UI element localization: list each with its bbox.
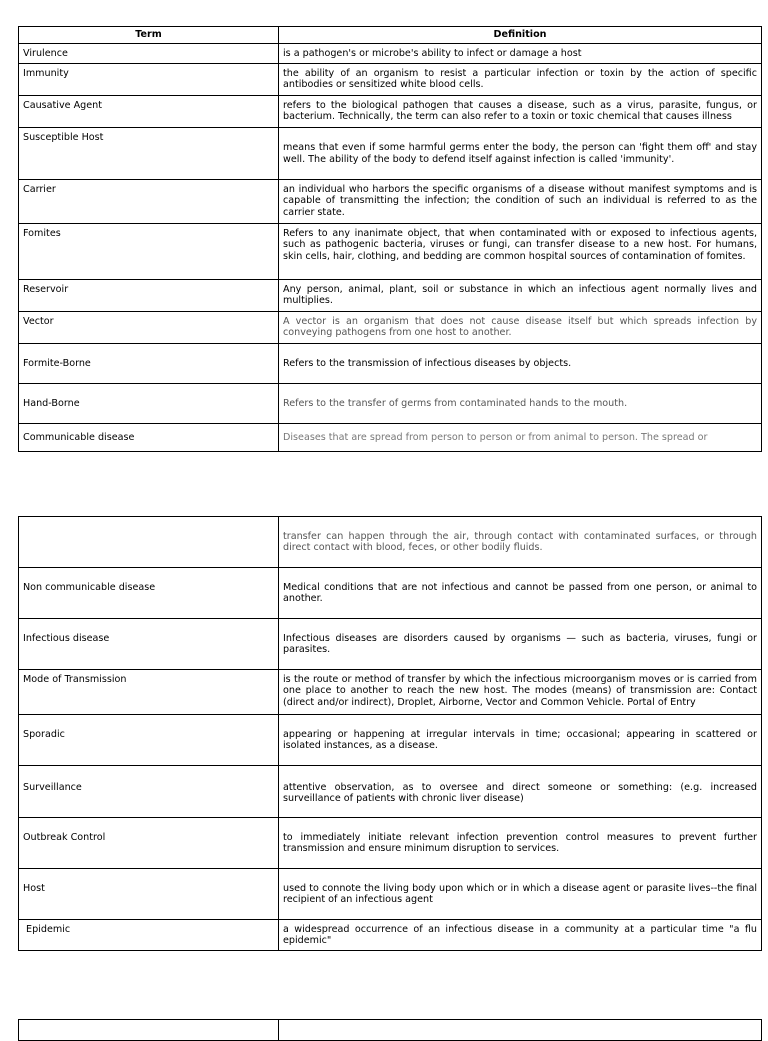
term-cell: Host — [19, 869, 279, 920]
definition-cell: A vector is an organism that does not cause disease itself but which spreads infection by conveying pathogens from one host to another. — [279, 312, 762, 344]
definition-cell: to immediately initiate relevant infection prevention control measures to prevent further transmission and ensure minimum disruption to services. — [279, 818, 762, 869]
term-cell: Surveillance — [19, 766, 279, 818]
term-cell: Infectious disease — [19, 619, 279, 670]
table-row — [19, 869, 762, 920]
term-cell — [19, 1020, 279, 1041]
definition-header: Definition — [279, 27, 762, 44]
table-row — [19, 619, 762, 670]
term-cell: Virulence — [19, 44, 279, 64]
table-row — [19, 128, 762, 180]
table-row — [19, 920, 762, 951]
definition-cell: Refers to the transfer of germs from contaminated hands to the mouth. — [279, 384, 762, 424]
definition-cell: Refers to any inanimate object, that when contaminated with or exposed to infectious agents, such as pathogenic bacteria, viruses or fungi, can transfer disease to a new host. For humans, skin cells, hair, clothing, and bedding are common hospital sources of contamination of fomites. — [279, 224, 762, 280]
term-cell: Formite-Borne — [19, 344, 279, 384]
definition-cell: refers to the biological pathogen that causes a disease, such as a virus, parasite, fungus, or bacterium. Technically, the term can also refer to a toxin or toxic chemical that causes illness — [279, 96, 762, 128]
definition-cell — [279, 1020, 762, 1041]
definition-cell: Medical conditions that are not infectious and cannot be passed from one person, or animal to another. — [279, 568, 762, 619]
term-cell: Immunity — [19, 64, 279, 96]
table-row — [19, 424, 762, 452]
table-row — [19, 1020, 762, 1041]
table-row — [19, 384, 762, 424]
definition-cell: attentive observation, as to oversee and direct someone or something: (e.g. increased surveillance of patients with chronic liver disease) — [279, 766, 762, 818]
definition-cell: Diseases that are spread from person to person or from animal to person. The spread or — [279, 424, 762, 452]
term-cell: Hand-Borne — [19, 384, 279, 424]
term-cell: Causative Agent — [19, 96, 279, 128]
table-row — [19, 180, 762, 224]
definitions-table-1 — [18, 26, 762, 452]
term-cell: Mode of Transmission — [19, 670, 279, 715]
definition-cell: is a pathogen's or microbe's ability to infect or damage a host — [279, 44, 762, 64]
table-row — [19, 715, 762, 766]
term-header: Term — [19, 27, 279, 44]
table-row — [19, 818, 762, 869]
table-row — [19, 96, 762, 128]
table-row — [19, 44, 762, 64]
definition-cell: Infectious diseases are disorders caused by organisms — such as bacteria, viruses, fungi or parasites. — [279, 619, 762, 670]
table-row — [19, 280, 762, 312]
term-cell: Susceptible Host — [19, 128, 279, 180]
term-cell: Reservoir — [19, 280, 279, 312]
term-cell: Non communicable disease — [19, 568, 279, 619]
term-cell: Outbreak Control — [19, 818, 279, 869]
definitions-table-2 — [18, 516, 762, 951]
table-header-row — [19, 27, 762, 44]
table-row — [19, 312, 762, 344]
term-cell: Vector — [19, 312, 279, 344]
definition-cell: an individual who harbors the specific organisms of a disease without manifest symptoms and is capable of transmitting the infection; the condition of such an individual is referred to as the carrier state. — [279, 180, 762, 224]
definition-cell: appearing or happening at irregular intervals in time; occasional; appearing in scattered or isolated instances, as a disease. — [279, 715, 762, 766]
table-row — [19, 766, 762, 818]
term-cell: Communicable disease — [19, 424, 279, 452]
definition-cell: transfer can happen through the air, through contact with contaminated surfaces, or through direct contact with blood, feces, or other bodily fluids. — [279, 517, 762, 568]
definition-cell: a widespread occurrence of an infectious disease in a community at a particular time "a flu epidemic" — [279, 920, 762, 951]
table-row — [19, 670, 762, 715]
term-cell: Epidemic — [19, 920, 279, 951]
table-row — [19, 344, 762, 384]
definition-cell: means that even if some harmful germs enter the body, the person can 'fight them off' and stay well. The ability of the body to defend itself against infection is called 'immunity'. — [279, 128, 762, 180]
table-row — [19, 224, 762, 280]
term-cell: Fomites — [19, 224, 279, 280]
table-row — [19, 568, 762, 619]
term-cell: Carrier — [19, 180, 279, 224]
table-row — [19, 64, 762, 96]
definitions-table-3 — [18, 1019, 762, 1041]
definition-cell: Refers to the transmission of infectious diseases by objects. — [279, 344, 762, 384]
definition-cell: used to connote the living body upon which or in which a disease agent or parasite lives--the final recipient of an infectious agent — [279, 869, 762, 920]
definition-cell: Any person, animal, plant, soil or substance in which an infectious agent normally lives and multiplies. — [279, 280, 762, 312]
definition-cell: the ability of an organism to resist a particular infection or toxin by the action of specific antibodies or sensitized white blood cells. — [279, 64, 762, 96]
definition-cell: is the route or method of transfer by which the infectious microorganism moves or is carried from one place to another to reach the new host. The modes (means) of transmission are: Contact (direct and/or indirect), Droplet, Airborne, Vector and Common Vehicle. Portal of Entry — [279, 670, 762, 715]
table-row — [19, 517, 762, 568]
term-cell: Sporadic — [19, 715, 279, 766]
term-cell — [19, 517, 279, 568]
